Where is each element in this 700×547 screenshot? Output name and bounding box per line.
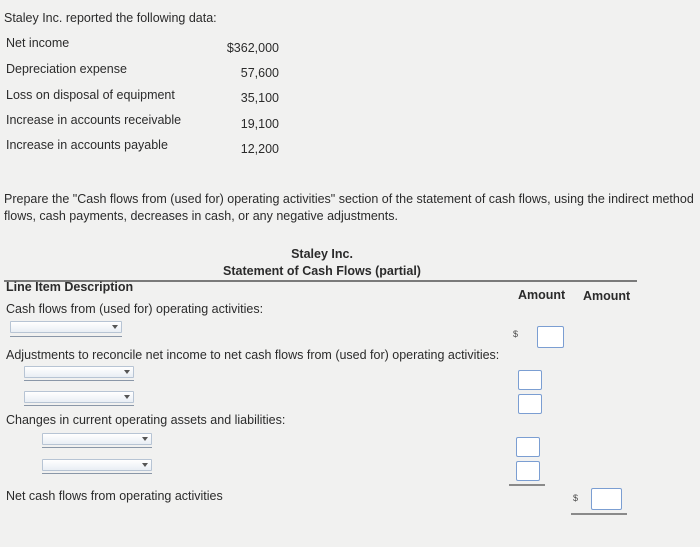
line-item-select-3[interactable] [24, 391, 134, 403]
operating-heading: Cash flows from (used for) operating activities: [6, 302, 264, 316]
currency-symbol: $ [573, 493, 579, 503]
select-underline [24, 380, 134, 381]
amount-input-adjustment-2[interactable] [518, 394, 542, 414]
chevron-down-icon [142, 463, 148, 467]
line-item-select-4[interactable] [42, 433, 152, 445]
data-value-depreciation: 57,600 [240, 66, 279, 80]
net-cash-label: Net cash flows from operating activities [6, 489, 223, 503]
select-underline [10, 336, 122, 337]
currency-symbol: $ [513, 329, 519, 339]
chevron-down-icon [142, 437, 148, 441]
amount-input-adjustment-1[interactable] [518, 370, 542, 390]
col-header-amount-2: Amount [583, 289, 631, 303]
data-label-increase-ar: Increase in accounts receivable [6, 113, 182, 127]
changes-heading: Changes in current operating assets and liabilities: [6, 413, 286, 427]
instructions-line-1: Prepare the "Cash flows from (used for) operating activities" section of the statement of cash flows, using the indirect method [4, 192, 694, 206]
statement-company: Staley Inc. [291, 247, 353, 261]
instructions-line-2: flows, cash payments, decreases in cash, or any negative adjustments. [4, 209, 398, 223]
select-underline [42, 473, 152, 474]
amount-input-change-1[interactable] [516, 437, 540, 457]
col-header-description: Line Item Description [6, 280, 134, 294]
subtotal-underline [509, 484, 545, 486]
adjustments-heading: Adjustments to reconcile net income to net cash flows from (used for) operating activities: [6, 348, 500, 362]
statement-title: Statement of Cash Flows (partial) [223, 264, 421, 278]
amount-input-net-income[interactable] [537, 326, 564, 348]
data-value-increase-ar: 19,100 [240, 117, 279, 131]
data-value-increase-ap: 12,200 [240, 142, 279, 156]
data-value-net-income: $362,000 [226, 41, 279, 55]
total-double-underline [571, 513, 627, 515]
chevron-down-icon [124, 395, 130, 399]
select-underline [42, 447, 152, 448]
data-label-loss-disposal: Loss on disposal of equipment [6, 88, 175, 102]
select-underline [24, 405, 134, 406]
amount-input-change-2[interactable] [516, 461, 540, 481]
amount-input-net-cash[interactable] [591, 488, 622, 510]
data-label-depreciation: Depreciation expense [6, 62, 127, 76]
data-label-increase-ap: Increase in accounts payable [6, 138, 168, 152]
line-item-select-1[interactable] [10, 321, 122, 333]
line-item-select-5[interactable] [42, 459, 152, 471]
data-value-loss-disposal: 35,100 [240, 91, 279, 105]
chevron-down-icon [124, 370, 130, 374]
chevron-down-icon [112, 325, 118, 329]
line-item-select-2[interactable] [24, 366, 134, 378]
col-header-amount-1: Amount [518, 288, 566, 302]
data-label-net-income: Net income [6, 36, 70, 50]
intro-text: Staley Inc. reported the following data: [4, 11, 217, 25]
